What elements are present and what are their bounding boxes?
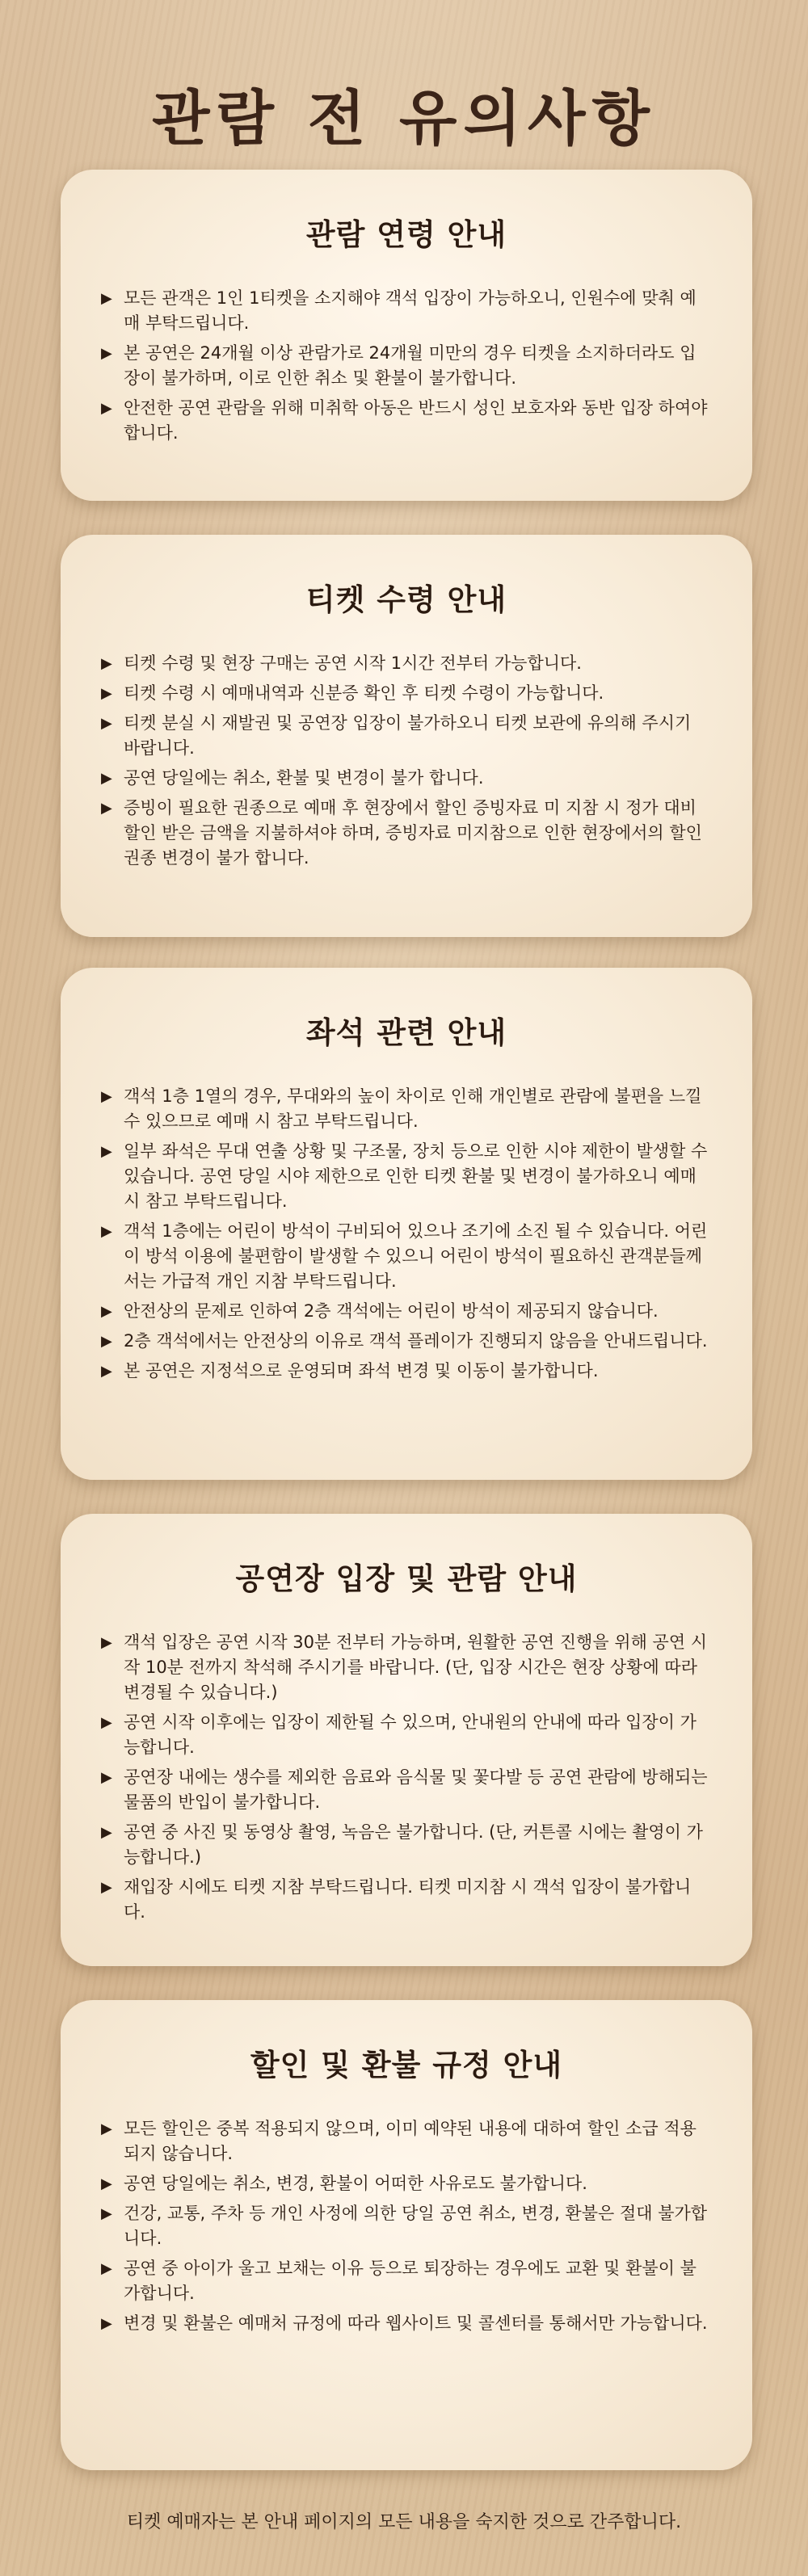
- notice-text: 객석 1층에는 어린이 방석이 구비되어 있으나 조기에 소진 될 수 있습니다. 어린이 방석 이용에 불편함이 발생할 수 있으니 어린이 방석이 필요하신 관객분들께서는 가급적 개인 지참 부탁드립니다.: [124, 1221, 708, 1291]
- bullet-arrow-icon: ▶: [101, 400, 112, 417]
- notice-text: 증빙이 필요한 권종으로 예매 후 현장에서 할인 증빙자료 미 지참 시 정가 대비 할인 받은 금액을 지불하셔야 하며, 증빙자료 미지참으로 인한 현장에서의 할인 권종 변경이 불가 합니다.: [124, 798, 702, 868]
- notice-text: 모든 관객은 1인 1티켓을 소지해야 객석 입장이 가능하오니, 인원수에 맞춰 예매 부탁드립니다.: [124, 288, 696, 333]
- notice-item: [101, 651, 712, 676]
- notice-list: [101, 286, 712, 446]
- notice-text: 안전한 공연 관람을 위해 미취학 아동은 반드시 성인 보호자와 동반 입장 하여야 합니다.: [124, 398, 708, 443]
- card-title: 공연장 입장 및 관람 안내: [235, 1561, 578, 1596]
- notice-item: [101, 2311, 712, 2336]
- notice-list: [101, 2116, 712, 2336]
- bullet-arrow-icon: ▶: [101, 770, 112, 787]
- bullet-arrow-icon: ▶: [101, 800, 112, 817]
- notice-item: [101, 1329, 712, 1354]
- notice-text: 공연 시작 이후에는 입장이 제한될 수 있으며, 안내원의 안내에 따라 입장이 가능합니다.: [124, 1712, 696, 1757]
- notice-text: 티켓 수령 시 예매내역과 신분증 확인 후 티켓 수령이 가능합니다.: [124, 683, 604, 703]
- notice-text: 공연 당일에는 취소, 변경, 환불이 어떠한 사유로도 불가합니다.: [124, 2174, 587, 2193]
- bullet-arrow-icon: ▶: [101, 1333, 112, 1350]
- notice-item: [101, 1084, 712, 1134]
- notice-text: 객석 1층 1열의 경우, 무대와의 높이 차이로 인해 개인별로 관람에 불편을 느낄 수 있으므로 예매 시 참고 부탁드립니다.: [124, 1086, 702, 1131]
- bullet-arrow-icon: ▶: [101, 2260, 112, 2277]
- bullet-arrow-icon: ▶: [101, 1634, 112, 1651]
- notice-card-ticket: [61, 535, 752, 937]
- notice-item: [101, 681, 712, 706]
- bullet-arrow-icon: ▶: [101, 655, 112, 672]
- notice-text: 변경 및 환불은 예매처 규정에 따라 웹사이트 및 콜센터를 통해서만 가능합니다.: [124, 2313, 708, 2333]
- notice-text: 공연장 내에는 생수를 제외한 음료와 음식물 및 꽃다발 등 공연 관람에 방해되는 물품의 반입이 불가합니다.: [124, 1767, 708, 1812]
- notice-item: [101, 1710, 712, 1760]
- notice-text: 모든 할인은 중복 적용되지 않으며, 이미 예약된 내용에 대하여 할인 소급 적용되지 않습니다.: [124, 2119, 696, 2163]
- notice-item: [101, 766, 712, 791]
- footer-note: 티켓 예매자는 본 안내 페이지의 모든 내용을 숙지한 것으로 간주합니다.: [126, 2512, 682, 2532]
- bullet-arrow-icon: ▶: [101, 2120, 112, 2137]
- notice-item: [101, 796, 712, 871]
- notice-item: [101, 2256, 712, 2306]
- bullet-arrow-icon: ▶: [101, 715, 112, 732]
- notice-item: [101, 1630, 712, 1705]
- bullet-arrow-icon: ▶: [101, 2175, 112, 2192]
- bullet-arrow-icon: ▶: [101, 345, 112, 362]
- notice-item: [101, 1765, 712, 1815]
- notice-item: [101, 1139, 712, 1214]
- notice-text: 객석 입장은 공연 시작 30분 전부터 가능하며, 원활한 공연 진행을 위해 공연 시작 10분 전까지 착석해 주시기를 바랍니다. (단, 입장 시간은 현장 상황에 따라 변경될 수 있습니다.): [124, 1633, 708, 1702]
- notice-text: 본 공연은 지정석으로 운영되며 좌석 변경 및 이동이 불가합니다.: [124, 1361, 599, 1380]
- notice-text: 2층 객석에서는 안전상의 이유로 객석 플레이가 진행되지 않음을 안내드립니다.: [124, 1331, 708, 1351]
- notice-item: [101, 2171, 712, 2196]
- notice-list: [101, 651, 712, 871]
- notice-text: 일부 좌석은 무대 연출 상황 및 구조물, 장치 등으로 인한 시야 제한이 발생할 수 있습니다. 공연 당일 시야 제한으로 인한 티켓 환불 및 변경이 불가하오니 예매 시 참고 부탁드립니다.: [124, 1141, 708, 1211]
- notice-text: 티켓 수령 및 현장 구매는 공연 시작 1시간 전부터 가능합니다.: [124, 653, 582, 673]
- notice-item: [101, 1299, 712, 1324]
- bullet-arrow-icon: ▶: [101, 1714, 112, 1731]
- bullet-arrow-icon: ▶: [101, 2315, 112, 2332]
- notice-item: [101, 286, 712, 336]
- notice-item: [101, 396, 712, 446]
- card-title: 할인 및 환불 규정 안내: [250, 2048, 563, 2082]
- notice-text: 티켓 분실 시 재발권 및 공연장 입장이 불가하오니 티켓 보관에 유의해 주시기 바랍니다.: [124, 713, 692, 758]
- card-title: 티켓 수령 안내: [305, 582, 507, 617]
- notice-item: [101, 341, 712, 391]
- notice-list: [101, 1084, 712, 1384]
- card-title: 관람 연령 안내: [305, 217, 507, 252]
- notice-card-age: [61, 170, 752, 501]
- bullet-arrow-icon: ▶: [101, 290, 112, 307]
- notice-item: [101, 1219, 712, 1294]
- bullet-arrow-icon: ▶: [101, 1824, 112, 1841]
- notice-item: [101, 711, 712, 761]
- bullet-arrow-icon: ▶: [101, 685, 112, 702]
- card-title: 좌석 관련 안내: [305, 1015, 507, 1050]
- page-title: 관람 전 유의사항: [152, 84, 656, 153]
- notice-card-refund: [61, 2000, 752, 2470]
- notice-item: [101, 1359, 712, 1384]
- bullet-arrow-icon: ▶: [101, 1363, 112, 1380]
- bullet-arrow-icon: ▶: [101, 1769, 112, 1786]
- notice-text: 공연 중 사진 및 동영상 촬영, 녹음은 불가합니다. (단, 커튼콜 시에는 촬영이 가능합니다.): [124, 1822, 703, 1867]
- notice-item: [101, 1875, 712, 1925]
- notice-card-seat: [61, 968, 752, 1480]
- bullet-arrow-icon: ▶: [101, 1303, 112, 1320]
- notice-card-entry: [61, 1514, 752, 1966]
- notice-text: 건강, 교통, 주차 등 개인 사정에 의한 당일 공연 취소, 변경, 환불은 절대 불가합니다.: [124, 2204, 708, 2248]
- notice-item: [101, 1820, 712, 1870]
- notice-item: [101, 2116, 712, 2166]
- notice-list: [101, 1630, 712, 1925]
- bullet-arrow-icon: ▶: [101, 2205, 112, 2222]
- notice-text: 공연 중 아이가 울고 보채는 이유 등으로 퇴장하는 경우에도 교환 및 환불이 불가합니다.: [124, 2259, 696, 2303]
- bullet-arrow-icon: ▶: [101, 1088, 112, 1105]
- bullet-arrow-icon: ▶: [101, 1143, 112, 1160]
- notice-item: [101, 2201, 712, 2251]
- notice-text: 재입장 시에도 티켓 지참 부탁드립니다. 티켓 미지참 시 객석 입장이 불가합니다.: [124, 1877, 692, 1922]
- notice-text: 안전상의 문제로 인하여 2층 객석에는 어린이 방석이 제공되지 않습니다.: [124, 1301, 659, 1321]
- bullet-arrow-icon: ▶: [101, 1223, 112, 1240]
- notice-text: 본 공연은 24개월 이상 관람가로 24개월 미만의 경우 티켓을 소지하더라도 입장이 불가하며, 이로 인한 취소 및 환불이 불가합니다.: [124, 343, 696, 388]
- notice-text: 공연 당일에는 취소, 환불 및 변경이 불가 합니다.: [124, 768, 484, 788]
- bullet-arrow-icon: ▶: [101, 1879, 112, 1896]
